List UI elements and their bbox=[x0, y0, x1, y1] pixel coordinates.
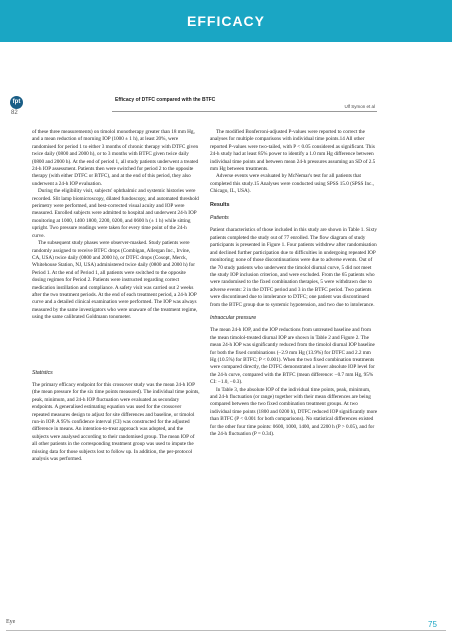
heading-results: Results bbox=[210, 201, 230, 208]
right-column bbox=[210, 129, 378, 438]
header-divider bbox=[112, 111, 377, 112]
left-column bbox=[32, 129, 200, 463]
section-banner: EFFICACY bbox=[0, 0, 452, 42]
paragraph: The mean 24-h IOP, and the IOP reductions from untreated baseline and from the mean timolol-treated diurnal IOP are shown in Table 2 and Figure 2. The mean 24-h IOP was significantly reduced from the timolol diurnal IOP baseline for both the fixed combinations (−2.9 mm Hg (13.9%) for DTFC and 2.2 mm Hg (10.5%) for BTFC; P < 0.001). When the two fixed combination treatments were compared directly, the DTFC demonstrated a lower absolute IOP level for the 24-h curve, compared with the BTFC (mean difference: −0.7 mm Hg, 95% CI: −1.0, −0.3). bbox=[210, 327, 375, 386]
running-author: Ulf Symon et al bbox=[344, 104, 375, 109]
paragraph: of these three measurements) on timolol monotherapy greater than 18 mm Hg, and a mean reduction of morning IOP (1000 ± 1 h), at least 20%, were randomised for period 1 to either 3 months of chronic therapy with DTFC given twice daily (0800 and 2000 h), or to 3 months with BTFC given twice daily (0800 and 2000 h). At the end of period 1, all study patients underwent a treated 24-h IOP assessment. Patients then were switched for period 2 to the opposite therapy (with either DTFC or BTFC), and at the end of this period, they also underwent a 24-h IOP evaluation. bbox=[32, 129, 199, 187]
journal-logo-icon: fpt bbox=[10, 96, 23, 109]
paragraph: The modified Bonferroni-adjusted P-values were reported to correct the analyses for multiple comparisons with individual time points.14 All other reported P-values were two-tailed, with P < 0.05 considered as significant. This 24-h study had at least 85% power to identify a 1.0 mm Hg difference between individual time points and between mean 24-h pressures assuming an SD of 2.5 mm Hg between treatments. bbox=[210, 129, 376, 173]
paragraph: The subsequent study phases were observer-masked. Study patients were randomly assigned to receive BTFC drops (Combigan, Allergan Inc., Irvine, CA, USA) twice daily (0800 and 2000 h), or DTFC drops (Cosopt, Merck, Whitehouse Station, NJ, USA) administered twice daily (0800 and 2000 h) for Period 1. At the end of Period 1, all patients were switched to the opposite dosing regimen for Period 2. Patients were instructed regarding correct medication instillation and compliance. A safety visit was carried out 2 weeks after the two treatment periods. At the end of each treatment period, a 24-h IOP curve and a detailed clinical examination were performed. The IOP was always measured by the same investigators who were unaware of the treatment regime, using the same calibrated Goldmann tonometer. bbox=[32, 240, 198, 321]
subheading-statistics: Statistics bbox=[32, 369, 53, 376]
footer-divider bbox=[6, 630, 446, 631]
page-number: 75 bbox=[428, 620, 437, 629]
journal-page-number: 82 bbox=[11, 110, 18, 116]
subheading-intraocular-pressure: Intraocular pressure bbox=[210, 314, 257, 321]
paragraph: Patient characteristics of those included in this study are shown in Table 1. Sixty patients completed the study out of 77 enrolled. The flow diagram of study participants is presented in Figure 1. Four patients withdrew after randomisation and declined further participation due to difficulties in undergoing repeated IOP monitoring; none of those discontinuations were due to adverse events. Out of the 70 study patients who underwent the timolol diurnal curve, 5 did not meet the study IOP inclusion criterion, and were excluded. From the 65 patients who were randomised to the fixed combination therapies, 5 were withdrawn due to adverse events: 2 in the DTFC period and 3 in the BTFC period. Two patients were discontinued due to intolerance to DTFC; one patient was discontinued from the BTFC group due to systemic hypotension, and two due to intolerance. bbox=[210, 227, 377, 308]
running-title: Efficacy of DTFC compared with the BTFC bbox=[115, 97, 216, 103]
paragraph: The primary efficacy endpoint for this crossover study was the mean 24-h IOP (the mean pressure for the six time points measured). The individual time points, peak, minimum, and 24-h IOP fluctuation were evaluated as secondary endpoints. A generalised estimating equation was used for the crossover repeated measures design to adjust for site differences and baseline, or timolol run-in IOP. A 95% confidence interval (CI) was constructed for the adjusted difference in means. An intention-to-treat approach was adopted, and the subjects were analysed according to their randomised group. The mean IOP of all other patients in the corresponding treatment group was used to impute the missing data for those subjects lost to follow up. In addition, the per-protocol analysis was performed. bbox=[32, 381, 200, 463]
subheading-patients: Patients bbox=[210, 215, 229, 222]
paragraph: In Table 3, the absolute IOP of the individual time points, peak, minimum, and 24-h fluctuation (or range) together with their mean differences are being compared between the two fixed combination treatment groups. At two individual time points (1800 and 0200 h), DTFC reduced IOP significantly more than BTFC (P < 0.001 for both comparisons). No statistical differences existed for the other four time points: 0600, 1000, 1400, and 2200 h (P > 0.05), and for the 24-h fluctuation (P = 0.34). bbox=[210, 386, 378, 438]
spacer bbox=[32, 322, 200, 364]
paragraph: During the eligibility visit, subjects' ophthalmic and systemic histories were recorded. Slit lamp biomicroscopy, dilated fundoscopy, and automated threshold perimetry were performed, and best-corrected visual acuity and IOP were measured. Enrolled subjects were admitted to hospital and underwent 24-h IOP monitoring at 1000, 1400 1800, 2200, 0200, and 0600 h (± 1 h) while sitting upright. Two pressure readings were taken for every time point of the 24-h curve. bbox=[32, 188, 199, 239]
eye-journal-logo: Eye bbox=[6, 619, 16, 625]
paragraph: Adverse events were evaluated by McNemar's test for all patients that completed this study.15 Analyses were conducted using SPSS 15.0 (SPSS Inc., Chicago, IL, USA). bbox=[210, 173, 374, 195]
